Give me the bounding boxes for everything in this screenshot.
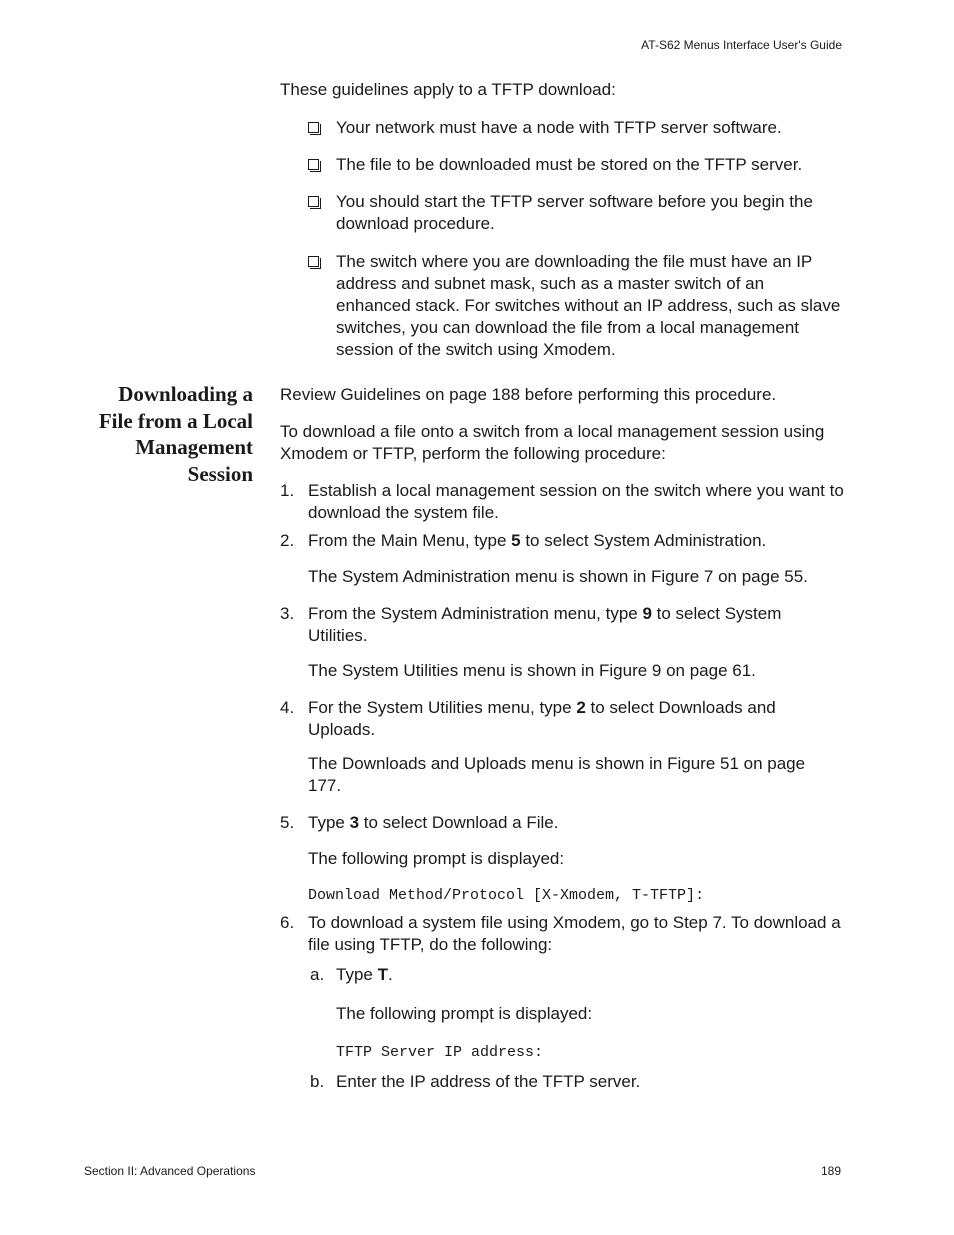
step-text: For the System Utilities menu, type 2 to select Downloads and Uploads. <box>308 698 776 739</box>
step-number: 1. <box>280 481 295 500</box>
step-number: 3. <box>280 604 295 623</box>
checkbox-bullet-icon <box>308 196 319 207</box>
intro-paragraph: These guidelines apply to a TFTP download: <box>280 80 616 99</box>
substep-text: Type T. <box>336 965 393 984</box>
step-text: From the Main Menu, type 5 to select System Administration. <box>308 531 767 550</box>
step-text: To download a system file using Xmodem, go to Step 7. To download a file using TFTP, do the following: <box>308 913 841 954</box>
section-heading: Downloading a File from a Local Management Session <box>98 382 253 486</box>
substep-note: The following prompt is displayed: <box>336 1004 593 1023</box>
code-prompt: TFTP Server IP address: <box>336 1044 544 1061</box>
bullet-item: Your network must have a node with TFTP server software. <box>336 118 782 137</box>
step-number: 2. <box>280 531 295 550</box>
step-note: The System Administration menu is shown in Figure 7 on page 55. <box>308 567 808 586</box>
bullet-item: You should start the TFTP server software before you begin the download procedure. <box>336 192 813 233</box>
step-number: 6. <box>280 913 295 932</box>
substep-letter: b. <box>310 1072 325 1091</box>
running-header: AT-S62 Menus Interface User's Guide <box>641 38 842 52</box>
code-prompt: Download Method/Protocol [X-Xmodem, T-TFTP]: <box>308 887 705 904</box>
checkbox-bullet-icon <box>308 122 319 133</box>
bullet-item: The switch where you are downloading the file must have an IP address and subnet mask, such as a master switch of an enhanced stack. For switches without an IP address, such as slave switches, you can download the file from a local management session of the switch using Xmodem. <box>336 252 841 359</box>
footer-section: Section II: Advanced Operations <box>84 1164 256 1178</box>
checkbox-bullet-icon <box>308 256 319 267</box>
substep-text: Enter the IP address of the TFTP server. <box>336 1072 641 1091</box>
page-number: 189 <box>820 1164 841 1178</box>
step-text: Type 3 to select Download a File. <box>308 813 559 832</box>
checkbox-bullet-icon <box>308 159 319 170</box>
step-text: Establish a local management session on the switch where you want to download the system file. <box>308 481 844 522</box>
step-number: 5. <box>280 813 295 832</box>
step-number: 4. <box>280 698 295 717</box>
review-paragraph: Review Guidelines on page 188 before performing this procedure. <box>280 385 777 404</box>
bullet-item: The file to be downloaded must be stored on the TFTP server. <box>336 155 803 174</box>
step-note: The following prompt is displayed: <box>308 849 565 868</box>
substep-letter: a. <box>310 965 325 984</box>
step-text: From the System Administration menu, type 9 to select System Utilities. <box>308 604 782 645</box>
step-note: The System Utilities menu is shown in Figure 9 on page 61. <box>308 661 756 680</box>
lead-paragraph: To download a file onto a switch from a local management session using Xmodem or TFTP, perform the following procedure: <box>280 422 825 463</box>
step-note: The Downloads and Uploads menu is shown in Figure 51 on page 177. <box>308 754 806 795</box>
